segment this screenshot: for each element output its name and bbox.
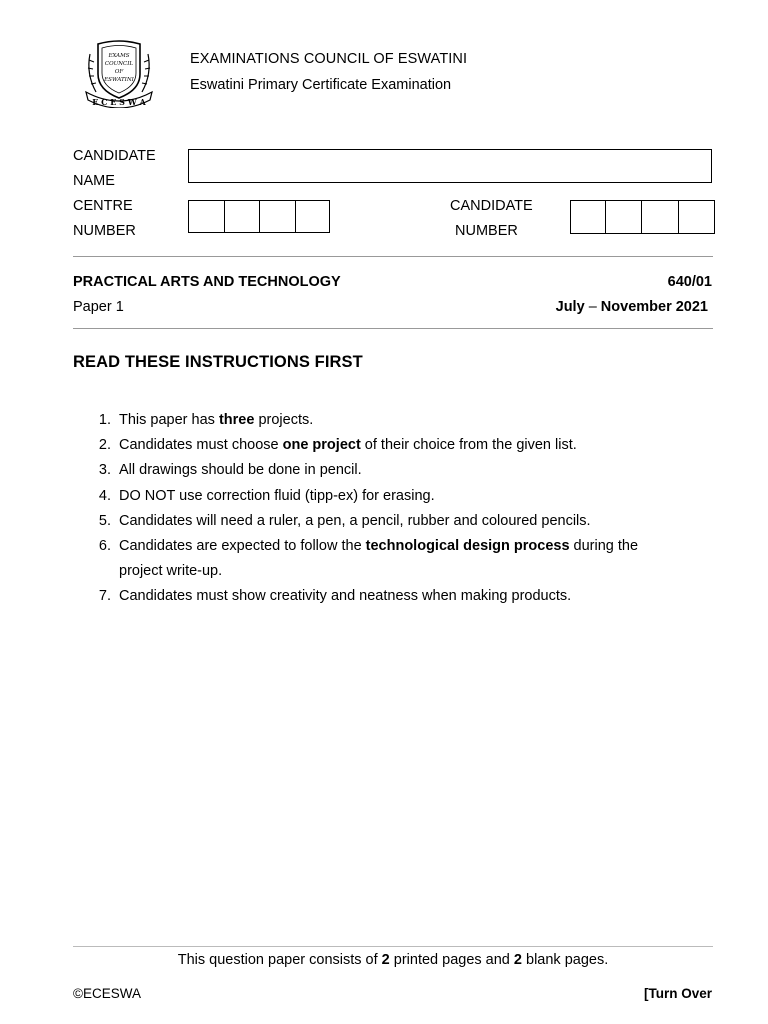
candidate-name-label-1: CANDIDATE <box>73 148 156 164</box>
candidate-digit-box[interactable] <box>642 201 679 233</box>
centre-number-label-2: NUMBER <box>73 223 136 239</box>
item-text: Candidates are expected to follow the technological design process during the project write-up. <box>119 538 639 580</box>
session-dash: – <box>588 299 597 315</box>
turn-over-label: [Turn Over <box>643 986 712 1001</box>
instructions-list <box>73 408 713 610</box>
item-number: 7. <box>98 588 111 605</box>
item-number: 3. <box>98 462 111 479</box>
centre-digit-box[interactable] <box>296 201 329 232</box>
list-item <box>73 408 713 433</box>
candidate-digit-box[interactable] <box>679 201 714 233</box>
item-number: 6. <box>98 538 111 555</box>
list-item <box>73 433 713 458</box>
item-number: 4. <box>98 487 111 504</box>
subject-title: PRACTICAL ARTS AND TECHNOLOGY <box>73 274 341 290</box>
instructions-heading: READ THESE INSTRUCTIONS FIRST <box>73 353 363 371</box>
candidate-number-label-2: NUMBER <box>455 223 518 239</box>
candidate-name-field[interactable] <box>188 149 712 183</box>
organization-name: EXAMINATIONS COUNCIL OF ESWATINI <box>190 51 468 67</box>
item-number: 2. <box>98 437 111 454</box>
subject-code: 640/01 <box>667 274 712 290</box>
item-text: This paper has three projects. <box>119 412 314 428</box>
item-text: Candidates will need a ruler, a pen, a pencil, rubber and coloured pencils. <box>119 512 591 529</box>
list-item <box>73 458 713 483</box>
list-item <box>73 584 713 609</box>
copyright: ©ECESWA <box>73 986 141 1001</box>
item-number: 5. <box>98 512 111 529</box>
divider <box>73 328 713 329</box>
footer-divider <box>73 946 713 947</box>
item-text: All drawings should be done in pencil. <box>119 462 362 479</box>
crest-text-line-3: OF <box>114 69 124 75</box>
crest-ribbon-text: E C E S W A <box>92 97 146 107</box>
session-end: November 2021 <box>600 299 708 315</box>
paper-number: Paper 1 <box>73 299 124 315</box>
centre-digit-box[interactable] <box>225 201 260 232</box>
eceswa-crest-icon <box>82 40 156 108</box>
divider <box>73 256 713 257</box>
exam-session <box>480 299 708 315</box>
page-count-note: This question paper consists of 2 printed pages and 2 blank pages. <box>177 952 609 968</box>
exam-name: Eswatini Primary Certificate Examination <box>190 77 452 93</box>
centre-digit-box[interactable] <box>260 201 296 232</box>
crest-text-line-2: COUNCIL <box>104 61 134 67</box>
item-text: Candidates must show creativity and neatness when making products. <box>119 588 572 605</box>
centre-number-label-1: CENTRE <box>73 198 133 214</box>
crest-text-line-1: EXAMS <box>108 53 130 59</box>
item-text: DO NOT use correction fluid (tipp-ex) for erasing. <box>119 487 435 504</box>
centre-digit-box[interactable] <box>189 201 225 232</box>
candidate-number-label-1: CANDIDATE <box>450 198 533 214</box>
list-item <box>73 534 713 584</box>
crest-text-line-4: ESWATINI <box>104 77 134 83</box>
candidate-number-boxes <box>570 200 715 234</box>
candidate-digit-box[interactable] <box>571 201 606 233</box>
list-item <box>73 484 713 509</box>
item-number: 1. <box>98 412 111 428</box>
item-text: Candidates must choose one project of their choice from the given list. <box>119 437 577 454</box>
candidate-digit-box[interactable] <box>606 201 642 233</box>
centre-number-boxes <box>188 200 330 233</box>
session-start: July <box>555 299 585 315</box>
candidate-name-label-2: NAME <box>73 173 115 189</box>
list-item <box>73 509 713 534</box>
